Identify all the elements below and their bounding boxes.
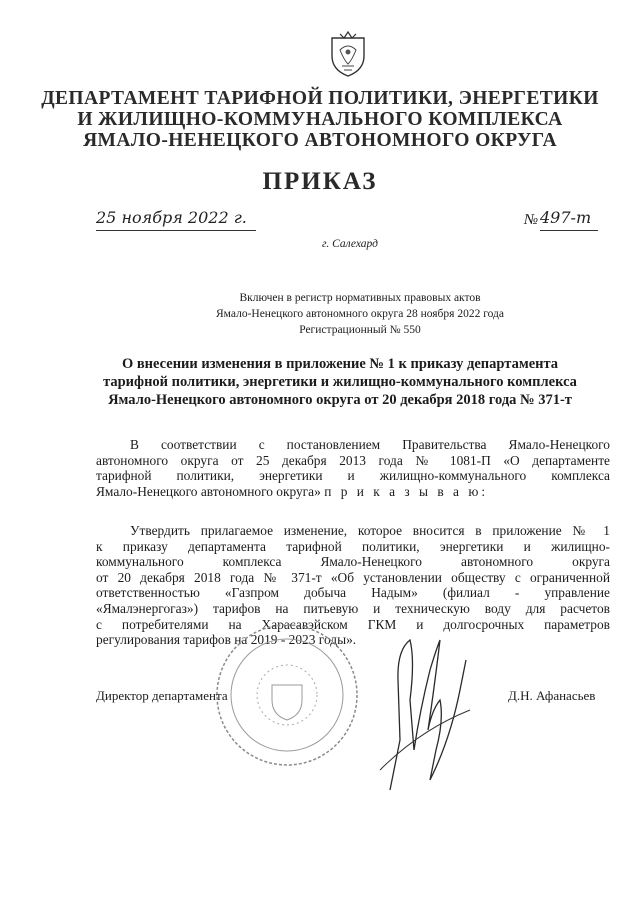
- decision-line: регулирования тарифов на 2019 - 2023 годы».: [96, 632, 357, 648]
- decision-line: к приказу департамента тарифной политики, энергетики и жилищно-: [96, 538, 610, 554]
- decision-line: от 20 декабря 2018 года № 371-т «Об установлении обществу с ограниченной: [96, 569, 610, 585]
- registration-line-3: Регистрационный № 550: [299, 324, 421, 336]
- handwritten-signature: [370, 620, 480, 800]
- decision-line: «Ямалэнергогаз») тарифов на питьевую и техническую воду для расчетов: [96, 600, 610, 616]
- decision-line: с потребителями на Харасавэйском ГКМ и долгосрочных параметров: [96, 616, 610, 632]
- document-type: ПРИКАЗ: [262, 168, 378, 195]
- preamble-paragraph: [96, 437, 610, 499]
- preamble-line: тарифной политики, энергетики и жилищно-коммунального комплекса: [96, 468, 610, 484]
- preamble-line: [96, 484, 610, 500]
- order-date: 25 ноября 2022 г.: [96, 208, 256, 231]
- title-line-3: Ямало-Ненецкого автономного округа от 20 декабря 2018 года № 371-т: [108, 392, 572, 408]
- command-word: п р и к а з ы в а ю:: [324, 483, 489, 499]
- number-label: №: [524, 212, 539, 228]
- coat-of-arms-icon: [328, 30, 368, 78]
- decision-line: ответственностью «Газпром добыча Надым» (филиал - управление: [96, 585, 610, 601]
- department-name: [40, 88, 600, 151]
- registration-line-2: Ямало-Ненецкого автономного округа 28 ноября 2022 года: [216, 308, 504, 320]
- city: г. Салехард: [322, 238, 378, 250]
- order-number: 497-т: [540, 208, 598, 231]
- registration-note: [150, 290, 570, 338]
- order-title: [60, 355, 620, 409]
- department-line-1: ДЕПАРТАМЕНТ ТАРИФНОЙ ПОЛИТИКИ, ЭНЕРГЕТИКИ: [41, 88, 599, 109]
- title-line-2: тарифной политики, энергетики и жилищно-коммунального комплекса: [103, 374, 577, 390]
- preamble-text: Ямало-Ненецкого автономного округа»: [96, 483, 321, 499]
- decision-line: коммунального комплекса Ямало-Ненецкого автономного округа: [96, 554, 610, 570]
- registration-line-1: Включен в регистр нормативных правовых актов: [239, 292, 481, 304]
- round-seal-stamp: [212, 620, 362, 770]
- preamble-line: автономного округа от 25 декабря 2013 года № 1081-П «О департаменте: [96, 452, 610, 468]
- signer-name: Д.Н. Афанасьев: [508, 688, 596, 703]
- preamble-line: В соответствии с постановлением Правительства Ямало-Ненецкого: [130, 437, 610, 452]
- decision-line: Утвердить прилагаемое изменение, которое вносится в приложение № 1: [130, 523, 610, 538]
- title-line-1: О внесении изменения в приложение № 1 к приказу департамента: [121, 356, 559, 372]
- department-line-3: ЯМАЛО-НЕНЕЦКОГО АВТОНОМНОГО ОКРУГА: [83, 130, 557, 151]
- signer-position: Директор департамента: [96, 688, 228, 703]
- department-line-2: И ЖИЛИЩНО-КОММУНАЛЬНОГО КОМПЛЕКСА: [77, 109, 563, 130]
